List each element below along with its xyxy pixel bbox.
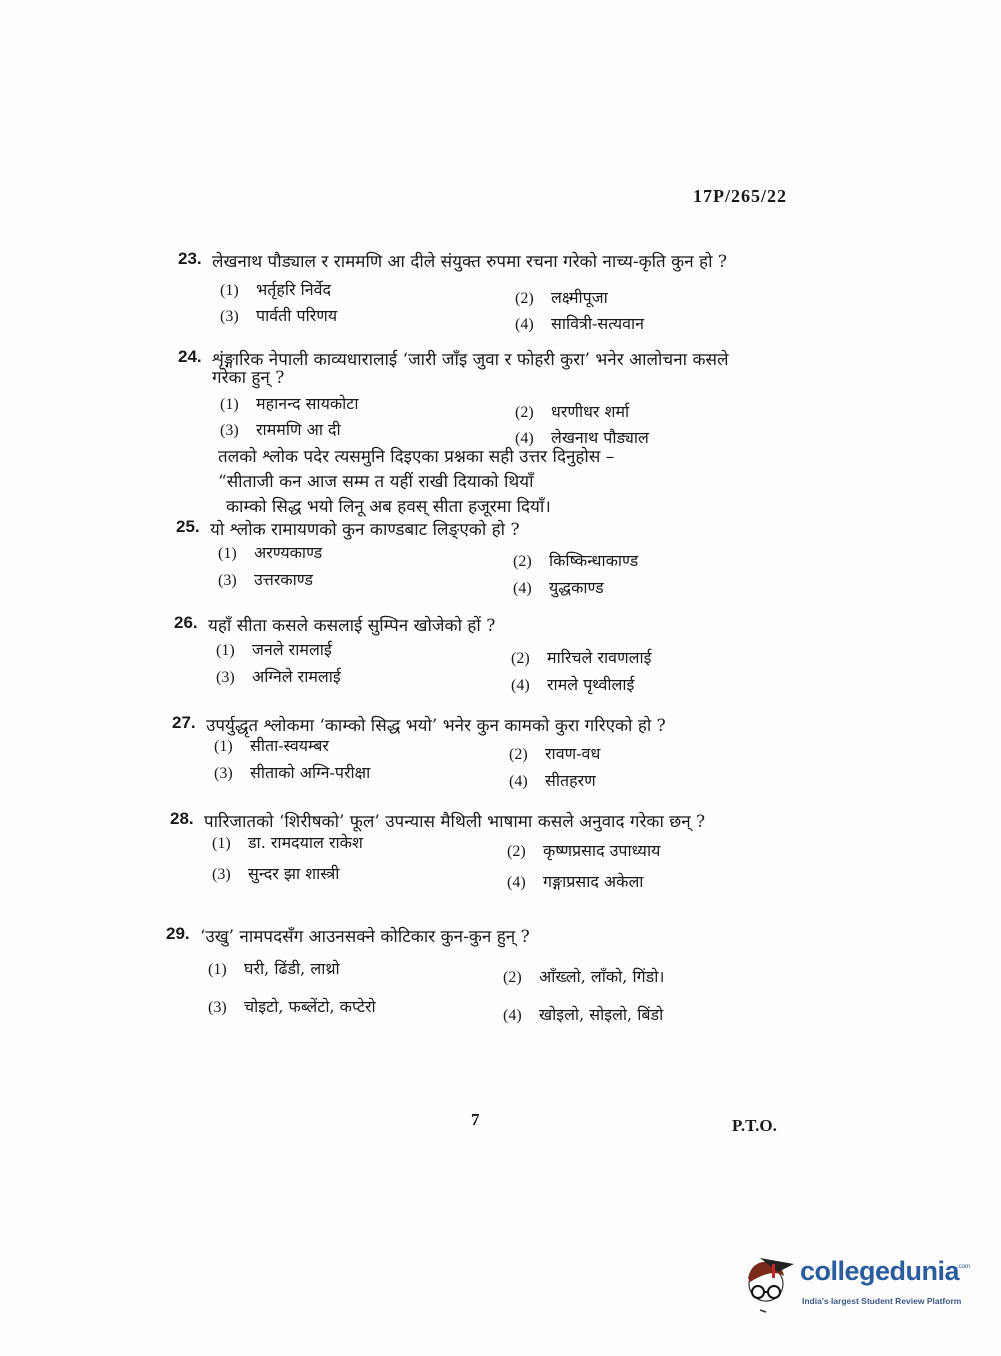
option-text: डा. रामदयाल राकेश <box>248 833 363 852</box>
paper-code: 17P/265/22 <box>693 186 787 206</box>
option-number: (3) <box>220 422 239 439</box>
answer-option <box>513 549 638 571</box>
option-number: (3) <box>214 765 233 782</box>
option-number: (4) <box>513 580 532 597</box>
question-number: 28. <box>170 809 194 828</box>
option-text: खोइलो, सोइलो, बिंडो <box>539 1005 664 1024</box>
question-number: 26. <box>174 613 198 632</box>
option-number: (4) <box>509 773 528 790</box>
option-number: (2) <box>515 290 534 307</box>
option-text: रामले पृथ्वीलाई <box>547 675 635 694</box>
question-number: 27. <box>172 713 196 732</box>
option-number: (2) <box>513 553 532 570</box>
option-number: (2) <box>511 650 530 667</box>
answer-option <box>507 839 660 861</box>
question-text: यो श्लोक रामायणको कुन काण्डबाट लिङ्एको हो ? <box>210 520 520 540</box>
answer-option <box>220 304 337 326</box>
option-text: पार्वती परिणय <box>256 306 338 325</box>
logo-brand: collegedunia <box>800 1256 960 1286</box>
option-text: जनले रामलाई <box>252 640 332 659</box>
mascot-icon <box>742 1250 802 1320</box>
answer-option <box>515 400 629 422</box>
question-text: पारिजातको ‘शिरीषको’ फूल’ उपन्यास मैथिली भाषामा कसले अनुवाद गरेका छन् ? <box>204 812 706 832</box>
option-number: (3) <box>212 866 231 883</box>
answer-option <box>218 568 313 590</box>
option-text: मारिचले रावणलाई <box>547 648 652 667</box>
option-text: राममणि आ दी <box>256 420 341 439</box>
option-text: अग्निले रामलाई <box>252 667 341 686</box>
option-text: लक्ष्मीपूजा <box>551 288 608 307</box>
answer-option <box>511 673 634 695</box>
answer-option <box>513 576 604 598</box>
option-text: चोइटो, फब्लेंटो, कप्टेरो <box>244 997 376 1016</box>
option-text: सीताको अग्नि-परीक्षा <box>250 763 371 782</box>
question-text: गरेका हुन् ? <box>212 368 285 388</box>
option-text: गङ्गाप्रसाद अकेला <box>543 872 644 891</box>
option-text: सीता-स्वयम्बर <box>250 736 329 755</box>
option-number: (2) <box>509 746 528 763</box>
option-number: (3) <box>216 669 235 686</box>
answer-option <box>507 870 643 892</box>
option-text: उत्तरकाण्ड <box>254 570 313 589</box>
option-text: सुन्दर झा शास्त्री <box>248 864 340 883</box>
logo-com: .com <box>957 1264 971 1270</box>
question-number: 25. <box>176 517 200 536</box>
passage-line: तलको श्लोक पदेर त्यसमुनि दिइएका प्रश्नका सही उत्तर दिनुहोस – <box>218 447 615 467</box>
answer-option <box>509 769 596 791</box>
option-text: रावण-वध <box>545 744 601 763</box>
option-text: युद्धकाण्ड <box>549 578 604 597</box>
option-text: किष्किन्धाकाण्ड <box>549 551 639 570</box>
option-text: धरणीधर शर्मा <box>551 402 630 421</box>
option-number: (1) <box>218 545 237 562</box>
question-number: 23. <box>178 249 202 268</box>
option-text: अरण्यकाण्ड <box>254 543 323 562</box>
option-number: (2) <box>507 843 526 860</box>
question-text: यहाँ सीता कसले कसलाई सुम्पिन खोजेको हों ? <box>208 616 496 636</box>
answer-option <box>216 638 332 660</box>
answer-option <box>220 278 331 300</box>
answer-option <box>220 392 359 414</box>
option-number: (3) <box>220 308 239 325</box>
option-number: (3) <box>218 572 237 589</box>
option-number: (1) <box>208 961 227 978</box>
pto-label: P.T.O. <box>732 1116 777 1135</box>
passage-line: “सीताजी कन आज सम्म त यहीं राखी दियाको थियाँ <box>218 472 534 492</box>
option-text: आँख्लो, लाँको, गिंडो। <box>539 967 665 986</box>
option-text: भर्तृहरि निर्वेद <box>256 280 332 299</box>
option-number: (1) <box>214 738 233 755</box>
option-number: (2) <box>515 404 534 421</box>
answer-option <box>216 665 341 687</box>
answer-option <box>503 1003 663 1025</box>
answer-option <box>515 312 644 334</box>
answer-option <box>515 286 608 308</box>
option-number: (3) <box>208 999 227 1016</box>
answer-option <box>208 957 340 979</box>
page-number: 7 <box>471 1110 480 1129</box>
answer-option <box>220 418 341 440</box>
answer-option <box>503 965 664 987</box>
option-number: (1) <box>216 642 235 659</box>
question-number: 29. <box>166 924 190 943</box>
option-number: (4) <box>515 316 534 333</box>
option-text: सावित्री-सत्यवान <box>551 314 645 333</box>
question-text: शृंङ्गारिक नेपाली काव्यधारालाई ‘जारी जाँइ जुवा र फोहरी कुरा’ भनेर आलोचना कसले <box>212 350 729 370</box>
option-number: (4) <box>515 430 534 447</box>
answer-option <box>218 541 322 563</box>
option-number: (1) <box>212 835 231 852</box>
option-text: लेखनाथ पौड्याल <box>551 428 649 447</box>
question-number: 24. <box>178 347 202 366</box>
passage-line: काम्को सिद्ध भयो लिनू अब हवस् सीता हजूरमा दियाँ। <box>226 497 551 517</box>
question-text: ‘उखु’ नामपदसँग आउनसक्ने कोटिकार कुन-कुन हुन् ? <box>200 927 530 947</box>
option-text: घरी, ढिंडी, लाथ्रो <box>244 959 340 978</box>
answer-option <box>511 646 652 668</box>
answer-option <box>214 761 370 783</box>
option-number: (1) <box>220 282 239 299</box>
question-text: लेखनाथ पौड्याल र राममणि आ दीले संयुक्त रुपमा रचना गरेको नाच्य-कृति कुन हो ? <box>212 252 727 272</box>
option-number: (1) <box>220 396 239 413</box>
option-text: सीतहरण <box>545 771 596 790</box>
logo-tagline: India's largest Student Review Platform <box>802 1296 962 1306</box>
option-text: महानन्द सायकोटा <box>256 394 359 413</box>
answer-option <box>212 862 339 884</box>
option-number: (4) <box>507 874 526 891</box>
answer-option <box>208 995 376 1017</box>
option-number: (4) <box>511 677 530 694</box>
collegedunia-logo <box>742 1250 972 1320</box>
question-text: उपर्युद्धृत श्लोकमा ‘काम्को सिद्ध भयो’ भनेर कुन कामको कुरा गरिएको हो ? <box>206 716 666 736</box>
option-text: कृष्णप्रसाद उपाध्याय <box>543 841 661 860</box>
option-number: (2) <box>503 969 522 986</box>
answer-option <box>509 742 600 764</box>
answer-option <box>212 831 363 853</box>
option-number: (4) <box>503 1007 522 1024</box>
answer-option <box>214 734 329 756</box>
